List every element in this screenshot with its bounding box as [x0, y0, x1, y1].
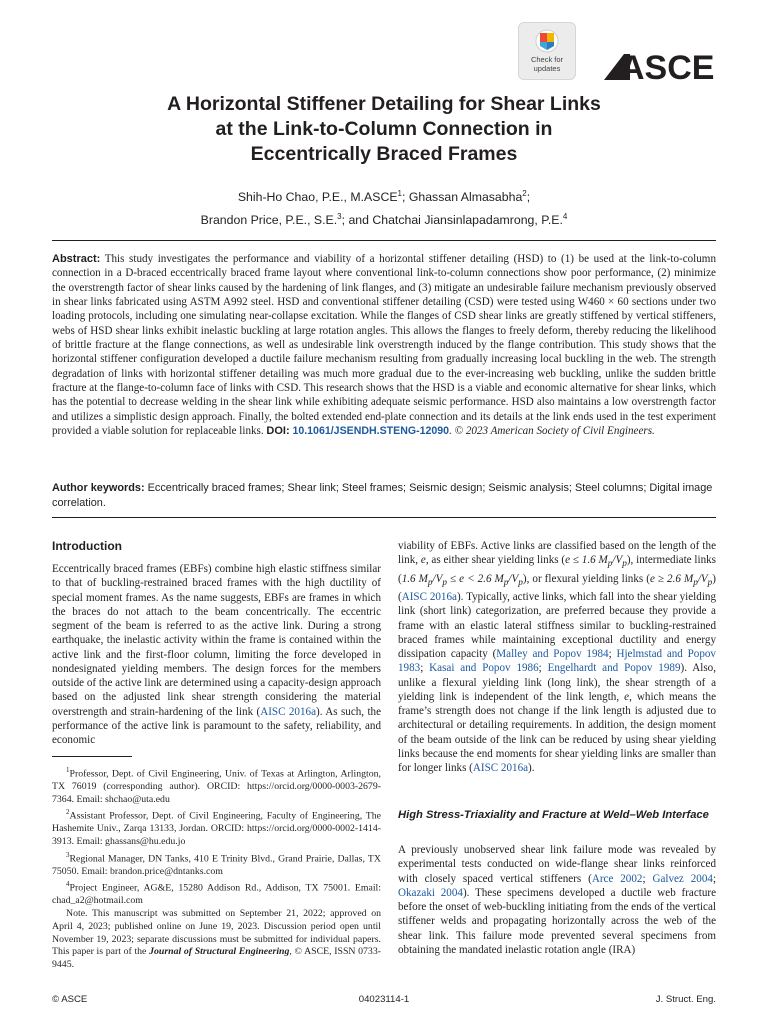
right-text-c: ), intermediate links (	[398, 554, 716, 585]
manuscript-note-end: , © ASCE, ISSN 0733-9445.	[52, 946, 381, 970]
right-text-p2a: A previously unobserved shear link failure mode was revealed by experimental tests conducted on wide-flange shear links reinforced with closely spaced vertical stiffeners (	[398, 844, 716, 885]
journal-name: Journal of Structural Engineering	[149, 946, 290, 958]
sep-4: ;	[642, 872, 653, 885]
right-text-g: ). Also, unlike a flexural yielding link (long link), the shear strength of a yielding link is independent of the link length,	[398, 662, 716, 703]
citation-kasai-popov-1986[interactable]: Kasai and Popov 1986	[429, 662, 539, 675]
logo-text: ASCE	[620, 49, 715, 84]
keywords-text: Eccentrically braced frames; Shear link; Steel frames; Seismic design; Seismic analysis; Steel columns; Digital image correlation.	[52, 482, 713, 509]
badge-line2: updates	[533, 64, 561, 73]
citation-galvez-2004[interactable]: Galvez 2004	[652, 872, 713, 885]
title-line2: at the Link-to-Column Connection in	[215, 118, 553, 140]
asce-logo	[600, 44, 718, 84]
author-3-sup: 3	[337, 212, 342, 222]
right-text-e: ) (	[398, 572, 716, 604]
author-4-sup: 4	[562, 212, 568, 222]
formula-shear-text: e ≤ 1.6 M	[565, 554, 608, 567]
author-1: Shih-Ho Chao, P.E., M.ASCE	[237, 190, 398, 205]
footnote-1: Professor, Dept. of Civil Engineering, Univ. of Texas at Arlington, Arlington, TX 76019 (corresponding author). ORCID: https://orcid.org/0000-0003-2679-7364. Email: shchao@uta.edu	[52, 768, 381, 805]
right-text-p2b: ). These specimens developed a ductile web fracture before the onset of web-buckling initiating from the ends of the vertical stiffener welds and propagating horizontally across the web of the shear link. This failure mode prevented several specimens from obtaining the mandated inelastic rotation angle (IRA)	[398, 886, 716, 956]
link-classification-paragraph	[398, 539, 716, 775]
citation-arce-2002[interactable]: Arce 2002	[591, 872, 643, 885]
sep-3: ;	[538, 662, 548, 675]
sep-5: ;	[712, 872, 717, 885]
footnotes	[52, 764, 381, 972]
var-e-2: e	[624, 690, 630, 703]
author-2-sep: ;	[526, 190, 531, 205]
footnote-1-sup: 1	[66, 766, 70, 774]
doi-link[interactable]: 10.1061/JSENDH.STENG-12090	[292, 425, 450, 438]
footnote-4-sup: 4	[66, 880, 70, 889]
footer-article-number: 04023114-1	[358, 994, 410, 1005]
article-title	[60, 92, 708, 167]
author-2: ; Ghassan Almasabha	[401, 190, 523, 205]
right-text-d: ), or flexural yielding links (	[522, 572, 650, 585]
crossmark-icon	[535, 29, 559, 53]
author-list	[60, 184, 708, 230]
badge-line1: Check for	[530, 55, 564, 64]
formula-flex-text: e ≥ 2.6 M	[649, 572, 694, 585]
footnote-2-sup: 2	[66, 808, 70, 817]
formula-int-a: 1.6 M	[401, 572, 428, 585]
var-e: e	[420, 554, 426, 567]
abstract-label: Abstract:	[52, 253, 101, 265]
title-line1: A Horizontal Stiffener Detailing for Shear Links	[167, 93, 601, 115]
check-for-updates-badge[interactable]	[518, 22, 576, 80]
keywords-bottom-rule	[52, 517, 716, 518]
citation-aisc-2016a-2[interactable]: AISC 2016a	[401, 591, 457, 604]
footer-copyright: © ASCE	[52, 994, 88, 1005]
intro-paragraph	[52, 562, 381, 747]
copyright-line: . © 2023 American Society of Civil Engineers.	[449, 425, 655, 438]
right-text-a: viability of EBFs. Active links are classified based on the length of the link,	[398, 540, 716, 567]
footnote-3: Regional Manager, DN Tanks, 410 E Trinity Blvd., Grand Prairie, Dallas, TX 75050. Email: brandon.price@dntanks.com	[52, 853, 381, 877]
right-text-i: ).	[528, 762, 535, 775]
footnote-rule	[52, 756, 132, 757]
abstract-top-rule	[52, 240, 716, 241]
intro-text-b: ). As such, the performance of the active link is paramount to the safety, reliability, and economic	[52, 705, 381, 746]
sep-2: ;	[420, 662, 430, 675]
footnote-4: Project Engineer, AG&E, 15280 Addison Rd., Addison, TX 75001. Email: chad_a2@hotmail.com	[52, 882, 381, 907]
formula-shear: e ≤ 1.6 $M_p/V_p$	[565, 554, 627, 570]
formula-flexural: e ≥ 2.6 $M_p/V_p$	[649, 572, 713, 588]
abstract	[52, 252, 716, 438]
stress-triaxiality-paragraph	[398, 843, 716, 957]
title-line3: Eccentrically Braced Frames	[250, 143, 518, 165]
footer-journal: J. Struct. Eng.	[655, 994, 716, 1005]
manuscript-note: Note. This manuscript was submitted on September 21, 2022; approved on April 4, 2023; published online on June 19, 2023. Discussion period open until November 19, 2023; separate discussions must be submitted for individual papers. This paper is part of the	[52, 908, 381, 958]
author-3: Brandon Price, P.E., S.E.	[200, 213, 338, 228]
formula-int-b: ≤ e < 2.6 M	[446, 572, 504, 585]
abstract-body: This study investigates the performance and viability of a horizontal stiffener detailing (HSD) to (1) be used at the link-to-column connection in a D-braced eccentrically braced frame layout where conventional link-to-column connections show poor performance, (2) minimize the overstrength factor of shear links caused by the hardening of link flanges, and (3) mitigate an undesirable failure mechanism previously observed in shear links fabricated using ASTM A992 steel. HSD and conventional stiffener detailing (CSD) were tested using W460 × 60 sections under two loading protocols, including one simulating near-collapse excitation. While the flanges of CSD shear links are greatly stiffened by vertical stiffeners, webs of HSD shear links exhibit inelastic buckling at large rotation angles. This allows the flanges to freely deform, thereby reducing the likelihood of brittle fracture at the flange connections, as well as undesirable link overstrength induced by the flange contribution. This study shows that the horizontal stiffener configuration developed a ductile failure mechanism resulting from gradually increasing local buckling in the web. The strength degradation of links with horizontal stiffener detailing was much more gradual due to the ever-increasing web buckling, unlike the sudden brittle fracture at the flange-to-column face of links with CSD. This research shows that the HSD is a viable and economic alternative for shear links, which has the potential to decrease welding in the shear link while exhibiting adequate seismic performance. HSD also maintains a low overstrength factor and utilizes a simplistic design approach. Finally, the bolted extended end-plate connection and its details at the link ends used in the test experiment provided a viable solution for replaceable links.	[52, 253, 716, 438]
section-heading-stress-triaxiality: High Stress-Triaxiality and Fracture at Weld–Web Interface	[398, 809, 709, 821]
footnote-2: Assistant Professor, Dept. of Civil Engineering, Faculty of Engineering, The Hashemite Univ., Zarqa 13133, Jordan. ORCID: https://orcid.org/0000-0002-1414-3913. Email: ghassans@hu.edu.jo	[52, 810, 381, 848]
author-4: ; and Chatchai Jiansinlapadamrong, P.E.	[341, 213, 563, 228]
sep-1: ;	[608, 648, 617, 661]
intro-text-a: Eccentrically braced frames (EBFs) combine high elastic stiffness similar to that of buckling-restrained braced frames with the high ductility of special moment frames. As the name suggests, EBFs are frames in which the braces do not attach to the beam concentrically. The eccentric segment of the beam is referred to as the active link. During a strong earthquake, the inelastic activity within the frame is contained within the active link and the first-floor column, limiting the force developed in nondesignated yielding members. The design forces for the members outside of the active link are determined using a capacity-design approach based on the adjusted link shear strength considering the material overstrength and strain-hardening of the link (	[52, 563, 381, 718]
citation-engelhardt-popov-1989[interactable]: Engelhardt and Popov 1989	[547, 662, 681, 675]
citation-hjelmstad-popov-1983[interactable]: Hjelmstad and Popov 1983	[398, 648, 716, 675]
citation-malley-popov-1984[interactable]: Malley and Popov 1984	[496, 648, 609, 661]
citation-aisc-2016a[interactable]: AISC 2016a	[260, 705, 316, 718]
right-text-f: ). Typically, active links, which fall into the shear yielding link (short link) categorization, are preferred because they provide a frame with an elastic lateral stiffness similar to buckling-restrained braced frames while maintaining exceptional ductility and energy dissipation capacity (	[398, 591, 716, 661]
author-2-sup: 2	[522, 189, 527, 198]
footnote-3-sup: 3	[66, 850, 70, 859]
doi-label: DOI:	[266, 425, 290, 438]
right-text-h: , which means the frame’s strength does not change if the link length is adjusted due to architectural or detailing requirements. In addition, the design moment of the beam outside of the link can be reduced by using shear yielding links because the end moments for shear yielding links are smaller than for longer links (	[398, 690, 716, 775]
section-heading-introduction: Introduction	[52, 539, 122, 553]
citation-aisc-2016a-3[interactable]: AISC 2016a	[472, 762, 529, 775]
keywords-label: Author keywords:	[52, 482, 145, 494]
citation-okazaki-2004[interactable]: Okazaki 2004	[398, 886, 463, 899]
right-text-b: , as either shear yielding links (	[425, 554, 566, 567]
author-keywords	[52, 481, 716, 511]
formula-intermediate: 1.6 $M_p/V_p \le e < 2.6$ $M_p/V_p$	[401, 572, 523, 588]
author-1-sup: 1	[397, 189, 402, 198]
